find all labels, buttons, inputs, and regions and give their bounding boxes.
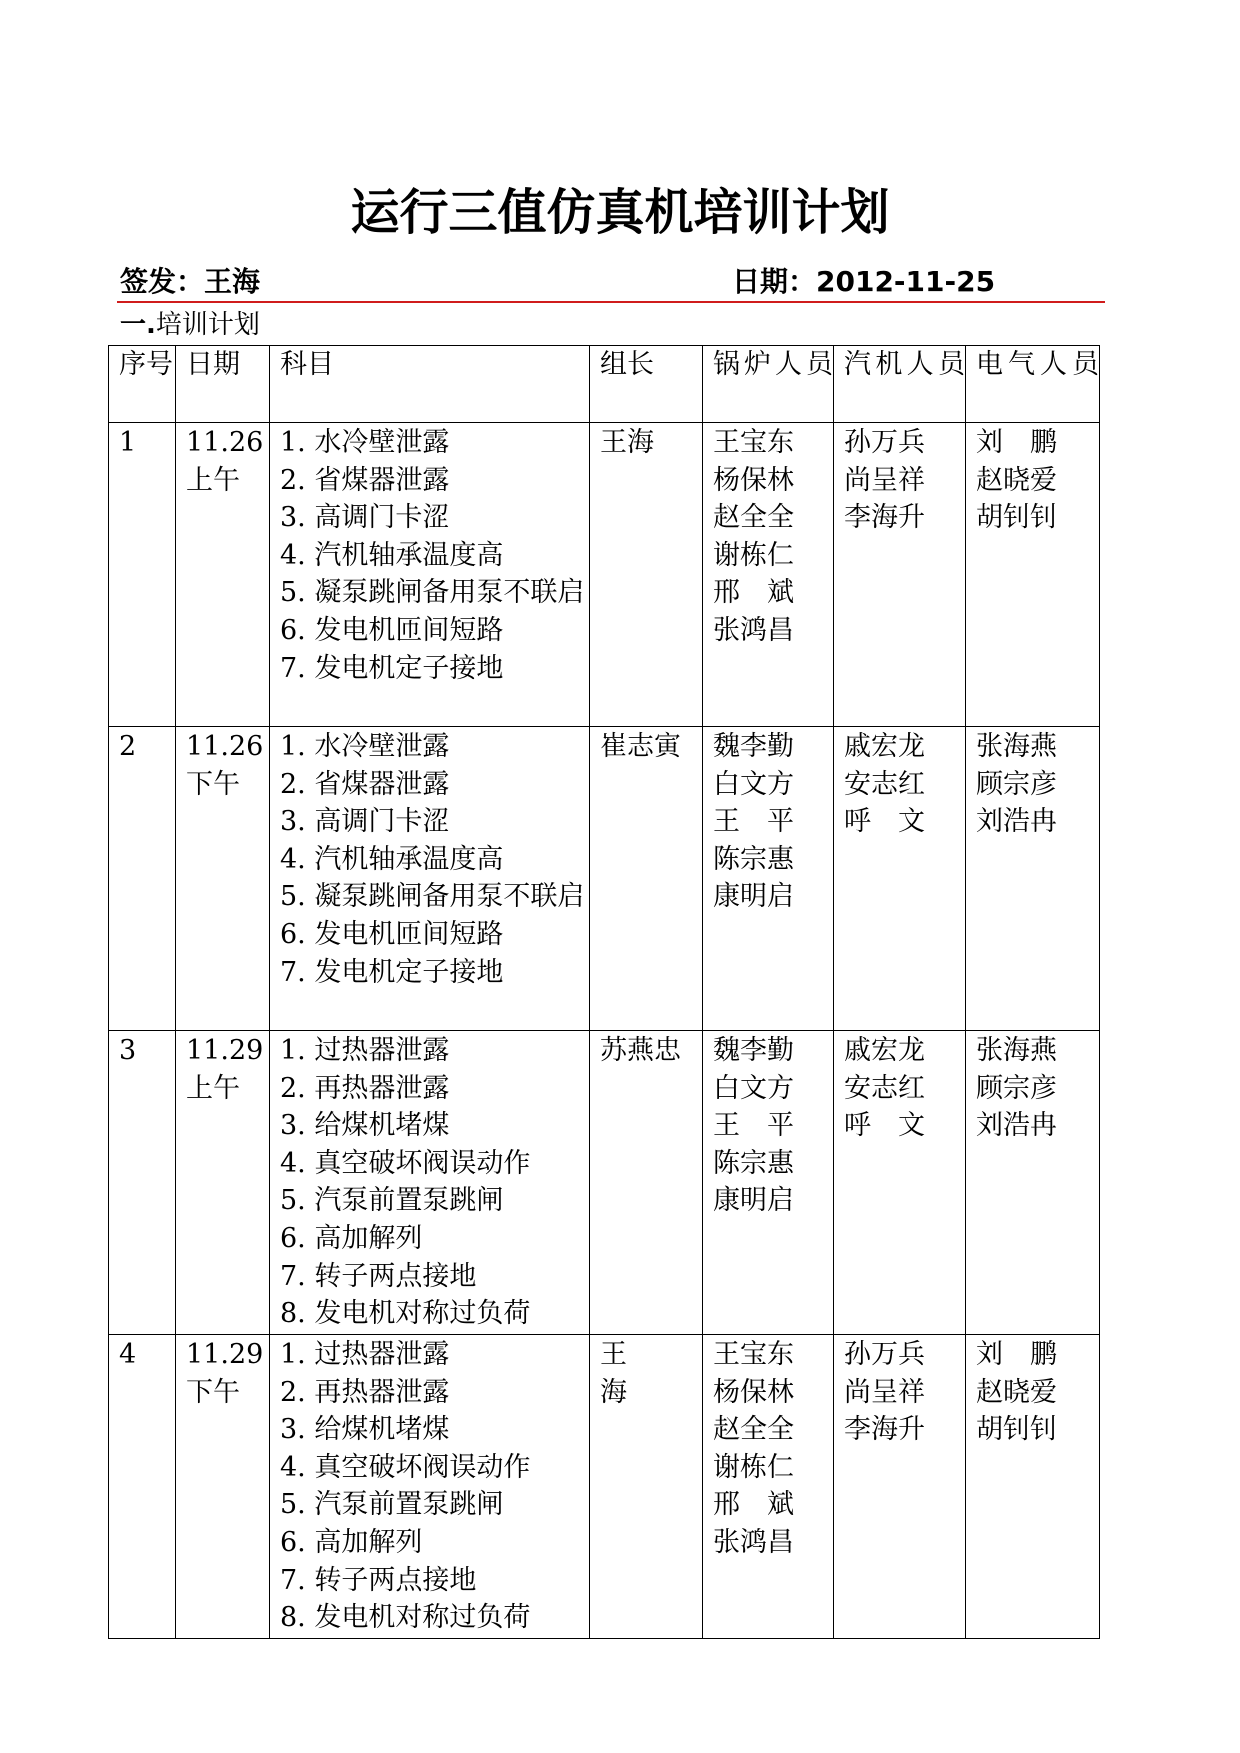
subject-item: 3. 给煤机堵煤 [280, 1110, 450, 1142]
boiler-name: 陈宗惠 [713, 1147, 794, 1179]
row-leader-name: 苏燕忠 [600, 1035, 681, 1066]
subject-item: 7. 转子两点接地 [280, 1564, 477, 1596]
boiler-name: 王平 [713, 1110, 821, 1142]
boiler-name: 杨保林 [713, 464, 794, 496]
boiler-name: 魏李勤 [713, 1035, 794, 1066]
boiler-name: 杨保林 [713, 1376, 794, 1408]
header-no: 序号 [109, 346, 176, 423]
boiler-cell [703, 423, 834, 727]
table-row [109, 1031, 1100, 1335]
row-date-period: 下午 [186, 1376, 240, 1408]
row-date [176, 423, 270, 727]
turbine-name: 李海升 [844, 1414, 925, 1446]
header-turbine [834, 346, 966, 423]
boiler-name: 魏李勤 [713, 731, 794, 762]
subject-item: 2. 省煤器泄露 [280, 464, 450, 496]
electrical-cell [966, 1335, 1100, 1639]
electrical-name: 刘浩冉 [976, 806, 1057, 838]
subject-item: 2. 再热器泄露 [280, 1376, 450, 1408]
electrical-name: 赵晓爱 [976, 1376, 1057, 1408]
turbine-cell [834, 1031, 966, 1335]
subject-item: 6. 高加解列 [280, 1526, 423, 1558]
subject-item: 4. 真空破坏阀误动作 [280, 1147, 531, 1179]
subject-item: 1. 水冷壁泄露 [280, 427, 450, 458]
boiler-name: 白文方 [713, 1072, 794, 1104]
header-turbine-text: 汽机人员 [844, 349, 965, 380]
row-no: 4 [109, 1335, 176, 1639]
turbine-cell [834, 727, 966, 1031]
boiler-name: 邢斌 [713, 577, 821, 609]
turbine-name: 戚宏龙 [844, 731, 925, 762]
subject-item: 5. 凝泵跳闸备用泵不联启 [280, 881, 585, 913]
electrical-name: 刘鹏 [976, 427, 1084, 458]
boiler-name: 白文方 [713, 768, 794, 800]
subject-item: 8. 发电机对称过负荷 [280, 1602, 531, 1634]
turbine-name: 安志红 [844, 1072, 925, 1104]
turbine-name: 孙万兵 [844, 427, 925, 458]
subject-item: 2. 省煤器泄露 [280, 768, 450, 800]
row-date [176, 1335, 270, 1639]
turbine-name: 孙万兵 [844, 1339, 925, 1370]
row-date-day: 11.26 [186, 427, 264, 458]
header-date: 日期 [176, 346, 270, 423]
turbine-cell [834, 1335, 966, 1639]
header-electrical-text: 电气人员 [976, 349, 1099, 380]
turbine-name: 呼文 [844, 1110, 952, 1142]
boiler-cell [703, 1031, 834, 1335]
row-date-day: 11.29 [186, 1339, 264, 1370]
electrical-cell [966, 727, 1100, 1031]
turbine-name: 李海升 [844, 502, 925, 534]
electrical-name: 刘鹏 [976, 1339, 1084, 1370]
row-subjects [270, 1031, 590, 1335]
subject-item: 1. 过热器泄露 [280, 1339, 450, 1370]
electrical-name: 赵晓爱 [976, 464, 1057, 496]
boiler-name: 王宝东 [713, 1339, 794, 1370]
electrical-cell [966, 423, 1100, 727]
subject-item: 3. 高调门卡涩 [280, 502, 450, 534]
boiler-name: 邢斌 [713, 1489, 821, 1521]
row-date [176, 1031, 270, 1335]
table-row [109, 1335, 1100, 1639]
subject-item: 6. 高加解列 [280, 1222, 423, 1254]
boiler-name: 张鸿昌 [713, 614, 794, 646]
boiler-name: 康明启 [713, 1185, 794, 1217]
table-body [109, 423, 1100, 1639]
subject-item: 6. 发电机匝间短路 [280, 614, 504, 646]
table-header-row [109, 346, 1100, 423]
row-subjects [270, 727, 590, 1031]
row-leader-name: 王海 [600, 427, 654, 458]
subject-item: 7. 发电机定子接地 [280, 652, 504, 684]
electrical-cell [966, 1031, 1100, 1335]
row-leader-name: 崔志寅 [600, 731, 681, 762]
row-subjects [270, 423, 590, 727]
section-number: 一. [120, 310, 156, 340]
turbine-cell [834, 423, 966, 727]
header-leader: 组长 [590, 346, 703, 423]
boiler-name: 康明启 [713, 881, 794, 913]
boiler-name: 张鸿昌 [713, 1526, 794, 1558]
header-divider [117, 301, 1105, 303]
header-boiler [703, 346, 834, 423]
subject-item: 1. 过热器泄露 [280, 1035, 450, 1066]
row-no: 3 [109, 1031, 176, 1335]
row-no: 2 [109, 727, 176, 1031]
row-date-period: 下午 [186, 768, 240, 800]
electrical-name: 张海燕 [976, 731, 1057, 762]
subject-item: 3. 高调门卡涩 [280, 806, 450, 838]
subject-item: 5. 凝泵跳闸备用泵不联启 [280, 577, 585, 609]
boiler-cell [703, 1335, 834, 1639]
subject-item: 7. 发电机定子接地 [280, 956, 504, 988]
row-date-period: 上午 [186, 464, 240, 496]
turbine-name: 尚呈祥 [844, 464, 925, 496]
electrical-name: 胡钊钊 [976, 1414, 1057, 1446]
table-row [109, 727, 1100, 1031]
turbine-name: 安志红 [844, 768, 925, 800]
boiler-cell [703, 727, 834, 1031]
subject-item: 6. 发电机匝间短路 [280, 918, 504, 950]
section-title: 培训计划 [155, 310, 260, 340]
turbine-name: 呼文 [844, 806, 952, 838]
row-leader [590, 1335, 703, 1639]
subject-item: 4. 真空破坏阀误动作 [280, 1451, 531, 1483]
subject-item: 4. 汽机轴承温度高 [280, 843, 504, 875]
subject-item: 3. 给煤机堵煤 [280, 1414, 450, 1446]
boiler-name: 谢栋仁 [713, 1451, 794, 1483]
subject-item: 5. 汽泵前置泵跳闸 [280, 1185, 504, 1217]
subject-item: 2. 再热器泄露 [280, 1072, 450, 1104]
subject-item: 8. 发电机对称过负荷 [280, 1298, 531, 1330]
row-leader [590, 727, 703, 1031]
subject-item: 1. 水冷壁泄露 [280, 731, 450, 762]
signed-by: 签发：王海 [120, 265, 261, 298]
subject-item: 5. 汽泵前置泵跳闸 [280, 1489, 504, 1521]
row-subjects [270, 1335, 590, 1639]
electrical-name: 顾宗彦 [976, 768, 1057, 800]
boiler-name: 赵全全 [713, 1414, 794, 1446]
row-leader [590, 1031, 703, 1335]
turbine-name: 戚宏龙 [844, 1035, 925, 1066]
row-leader-name: 王海 [600, 1339, 656, 1408]
boiler-name: 陈宗惠 [713, 843, 794, 875]
row-date-day: 11.26 [186, 731, 264, 762]
turbine-name: 尚呈祥 [844, 1376, 925, 1408]
row-date-period: 上午 [186, 1072, 240, 1104]
row-no: 1 [109, 423, 176, 727]
row-leader [590, 423, 703, 727]
boiler-name: 王平 [713, 806, 821, 838]
electrical-name: 刘浩冉 [976, 1110, 1057, 1142]
table-row [109, 423, 1100, 727]
row-date [176, 727, 270, 1031]
row-date-day: 11.29 [186, 1035, 264, 1066]
boiler-name: 谢栋仁 [713, 539, 794, 571]
document-title: 运行三值仿真机培训计划 [350, 184, 890, 241]
header-boiler-text: 锅炉人员 [713, 349, 833, 380]
meta-row [120, 262, 1105, 302]
electrical-name: 张海燕 [976, 1035, 1057, 1066]
electrical-name: 顾宗彦 [976, 1072, 1057, 1104]
section-heading [120, 306, 260, 344]
subject-item: 7. 转子两点接地 [280, 1260, 477, 1292]
header-subject: 科目 [270, 346, 590, 423]
boiler-name: 王宝东 [713, 427, 794, 458]
subject-item: 4. 汽机轴承温度高 [280, 539, 504, 571]
boiler-name: 赵全全 [713, 502, 794, 534]
electrical-name: 胡钊钊 [976, 502, 1057, 534]
training-plan-table [108, 345, 1100, 1639]
document-date: 日期：2012-11-25 [732, 265, 996, 298]
header-electrical [966, 346, 1100, 423]
